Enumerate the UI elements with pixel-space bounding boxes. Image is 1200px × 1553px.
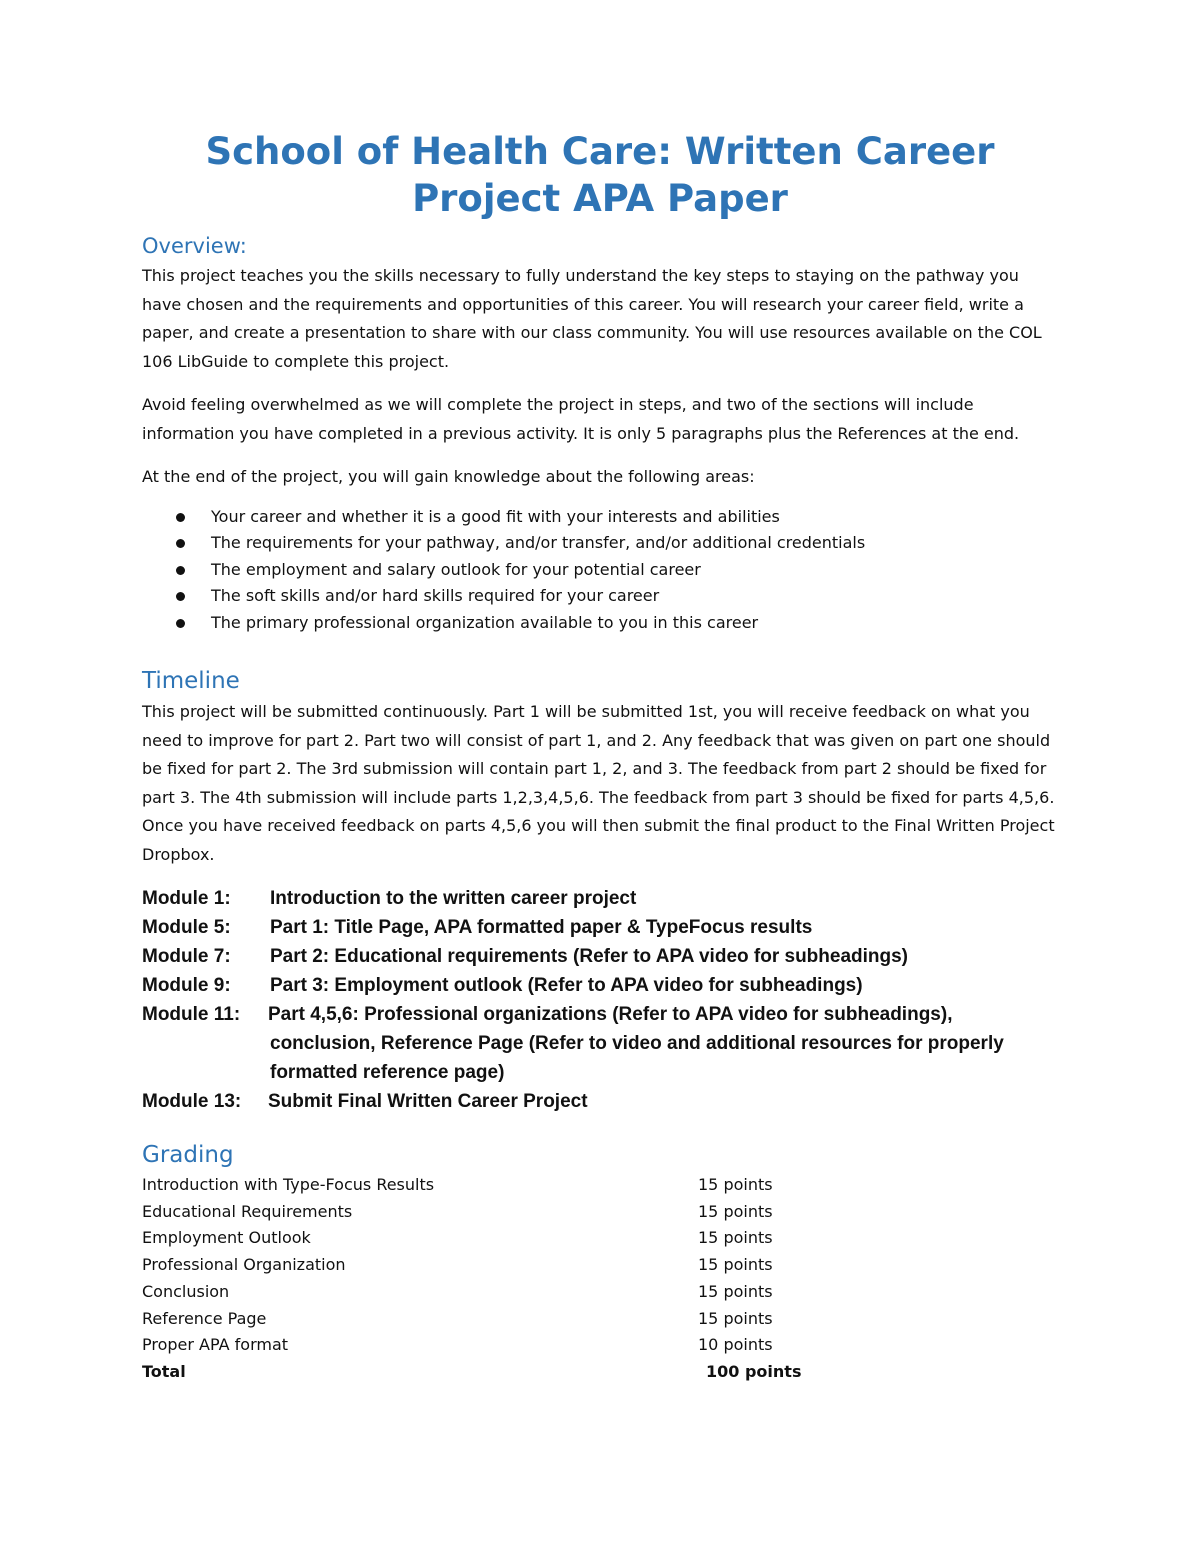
- module-row: [142, 942, 1058, 971]
- grading-heading: Grading: [142, 1142, 234, 1168]
- list-item: [142, 557, 1058, 584]
- document-page: [142, 128, 1058, 1386]
- module-label: Module 1:: [142, 888, 231, 909]
- grading-table: [142, 1172, 1058, 1386]
- grade-item-points: 15 points: [698, 1201, 773, 1221]
- module-text: Submit Final Written Career Project: [268, 1091, 588, 1112]
- grade-item-points: 10 points: [698, 1335, 773, 1355]
- overview-paragraph-1: This project teaches you the skills necessary to fully understand the key steps to staying on the pathway you have chosen and the requirements and opportunities of this career. You will research your career field, write a paper, and create a presentation to share with our class community. You will use resources available on the COL 106 LibGuide to complete this project.: [142, 266, 1042, 371]
- learning-areas-list: [142, 504, 1058, 637]
- grade-item-points: 15 points: [698, 1255, 773, 1275]
- grade-item-points: 15 points: [698, 1308, 773, 1328]
- table-row: [142, 1332, 1058, 1359]
- total-label: Total: [142, 1361, 186, 1381]
- module-text: Part 2: Educational requirements (Refer to APA video for subheadings): [270, 946, 909, 967]
- timeline-paragraph: This project will be submitted continuously. Part 1 will be submitted 1st, you will receive feedback on what you need to improve for part 2. Part two will consist of part 1, and 2. Any feedback that was given on part one should be fixed for part 2. The 3rd submission will contain part 1, 2, and 3. The feedback from part 2 should be fixed for part 3. The 4th submission will include parts 1,2,3,4,5,6. The feedback from part 3 should be fixed for parts 4,5,6. Once you have received feedback on parts 4,5,6 you will then submit the final product to the Final Written Project Dropbox.: [142, 702, 1055, 864]
- overview-paragraph-3: At the end of the project, you will gain knowledge about the following areas:: [142, 467, 755, 486]
- list-item: [142, 530, 1058, 557]
- total-points: 100 points: [706, 1361, 802, 1381]
- list-item-text: The employment and salary outlook for your potential career: [211, 559, 701, 579]
- module-row: [142, 913, 1058, 942]
- list-item-text: The soft skills and/or hard skills required for your career: [211, 586, 660, 605]
- module-text: formatted reference page): [270, 1062, 505, 1083]
- grade-item-points: 15 points: [698, 1228, 773, 1248]
- module-label: [142, 1029, 270, 1058]
- grade-item-name: Reference Page: [142, 1308, 267, 1328]
- module-text: Part 3: Employment outlook (Refer to APA video for subheadings): [270, 975, 863, 996]
- bullet-icon: [176, 619, 185, 628]
- module-label: [142, 1058, 270, 1087]
- module-row: [142, 971, 1058, 1000]
- grade-item-name: Introduction with Type-Focus Results: [142, 1175, 435, 1194]
- module-label: Module 7:: [142, 946, 231, 967]
- list-item-text: The primary professional organization available to you in this career: [211, 612, 759, 632]
- module-schedule: [142, 884, 1058, 1116]
- bullet-icon: [176, 592, 185, 601]
- bullet-icon: [176, 539, 185, 548]
- module-label: Module 5:: [142, 917, 231, 938]
- module-row-continuation: [142, 1058, 1058, 1087]
- grade-item-name: Professional Organization: [142, 1255, 346, 1275]
- table-row: [142, 1199, 1058, 1226]
- module-row: [142, 884, 1058, 913]
- timeline-heading: Timeline: [142, 668, 240, 694]
- module-label: Module 9:: [142, 975, 231, 996]
- grade-item-name: Conclusion: [142, 1281, 230, 1301]
- module-text: Part 4,5,6: Professional organizations (Refer to APA video for subheadings),: [268, 1004, 953, 1025]
- module-row-continuation: [142, 1029, 1058, 1058]
- grade-item-points: 15 points: [698, 1281, 773, 1301]
- list-item-text: The requirements for your pathway, and/or transfer, and/or additional credentials: [211, 533, 866, 552]
- bullet-icon: [176, 566, 185, 575]
- module-row: [142, 1087, 1058, 1116]
- grade-item-name: Educational Requirements: [142, 1201, 353, 1221]
- grade-item-name: Employment Outlook: [142, 1228, 311, 1248]
- overview-heading: Overview:: [142, 234, 247, 258]
- table-row: [142, 1225, 1058, 1252]
- table-row: [142, 1172, 1058, 1199]
- module-row: [142, 1000, 1058, 1029]
- table-row: [142, 1279, 1058, 1306]
- table-row: [142, 1306, 1058, 1333]
- list-item: [142, 610, 1058, 637]
- module-text: Introduction to the written career project: [270, 888, 637, 909]
- module-label: Module 13:: [142, 1091, 242, 1112]
- page-title: School of Health Care: Written Career Project APA Paper: [205, 130, 995, 220]
- grade-item-name: Proper APA format: [142, 1335, 289, 1355]
- list-item-text: Your career and whether it is a good fit with your interests and abilities: [211, 506, 780, 526]
- grade-item-points: 15 points: [698, 1175, 773, 1194]
- list-item: [142, 504, 1058, 531]
- module-text: Part 1: Title Page, APA formatted paper & TypeFocus results: [270, 917, 813, 938]
- module-text: conclusion, Reference Page (Refer to video and additional resources for properly: [270, 1033, 1004, 1054]
- module-label: Module 11:: [142, 1004, 241, 1025]
- bullet-icon: [176, 513, 185, 522]
- table-row: [142, 1252, 1058, 1279]
- overview-paragraph-2: Avoid feeling overwhelmed as we will complete the project in steps, and two of the sections will include information you have completed in a previous activity. It is only 5 paragraphs plus the References at the end.: [142, 395, 1020, 443]
- list-item: [142, 583, 1058, 610]
- total-row: [142, 1359, 1058, 1386]
